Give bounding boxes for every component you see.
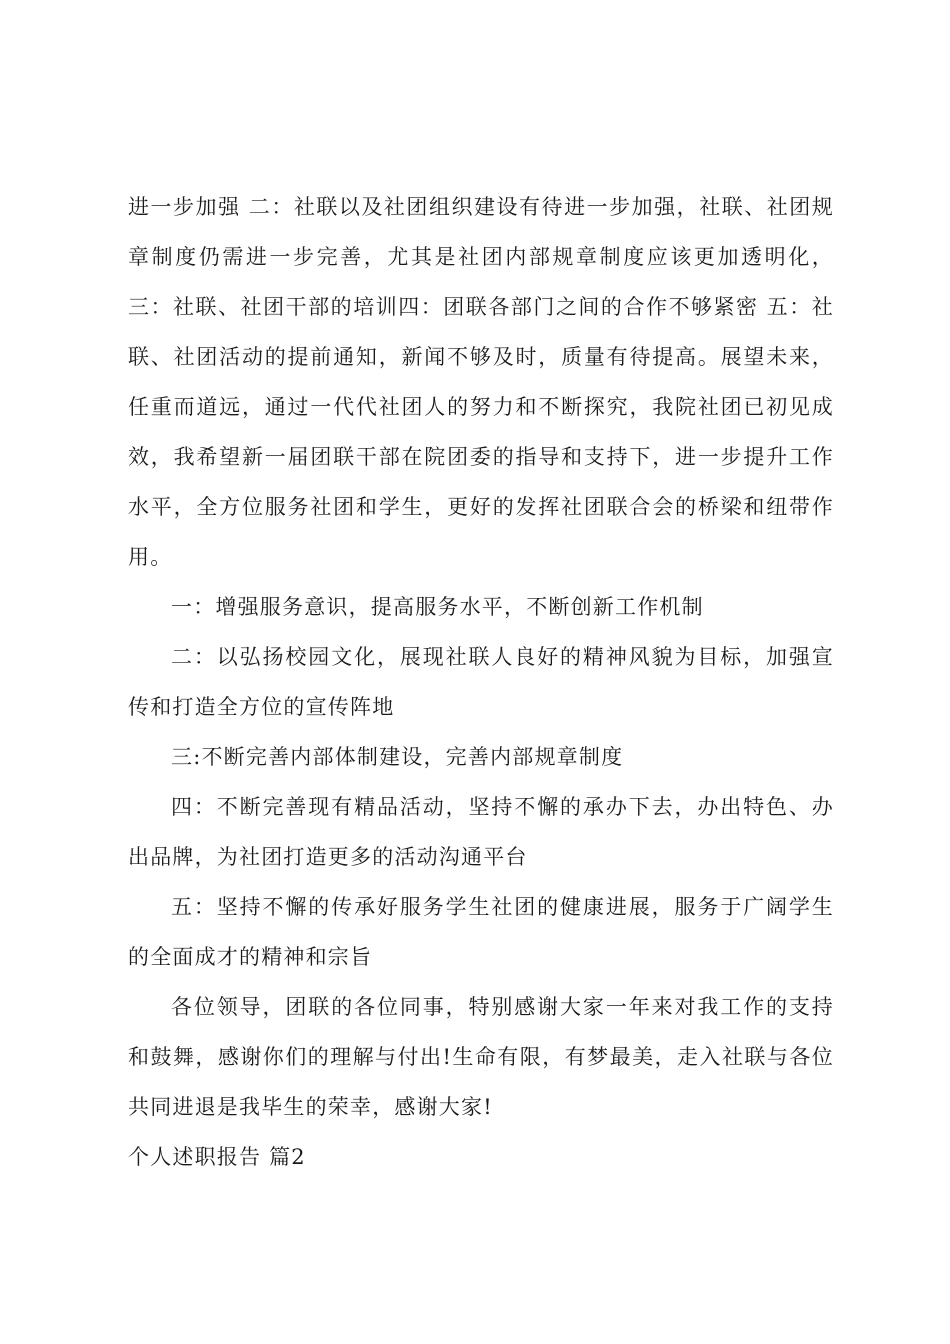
paragraph-plan-5: 五：坚持不懈的传承好服务学生社团的健康进展，服务于广阔学生的全面成才的精神和宗旨 bbox=[128, 895, 834, 969]
paragraph-plan-4: 四：不断完善现有精品活动，坚持不懈的承办下去，办出特色、办出品牌，为社团打造更多的活动沟通平台 bbox=[128, 795, 834, 869]
paragraph-plan-1: 一：增强服务意识，提高服务水平，不断创新工作机制 bbox=[171, 595, 704, 619]
paragraph-plan-3: 三:不断完善内部体制建设，完善内部规章制度 bbox=[171, 745, 624, 769]
paragraph-plan-2: 二：以弘扬校园文化，展现社联人良好的精神风貌为目标，加强宣传和打造全方位的宣传阵地 bbox=[128, 645, 834, 719]
paragraph-summary: 进一步加强 二：社联以及社团组织建设有待进一步加强，社联、社团规章制度仍需进一步完善，尤其是社团内部规章制度应该更加透明化，三：社联、社团干部的培训四：团联各部门之间的合作不够紧密 五：社联、社团活动的提前通知，新闻不够及时，质量有待提高。展望未来，任重而道远，通过一代代社团人的努力和不断探究，我院社团已初见成效，我希望新一届团联干部在院团委的指导和支持下，进一步提升工作水平，全方位服务社团和学生，更好的发挥社团联合会的桥梁和纽带作用。 bbox=[128, 195, 834, 569]
section-heading: 个人述职报告 篇2 bbox=[128, 1145, 306, 1169]
paragraph-thanks: 各位领导，团联的各位同事，特别感谢大家一年来对我工作的支持和鼓舞，感谢你们的理解与付出!生命有限，有梦最美，走入社联与各位共同进退是我毕生的荣幸，感谢大家! bbox=[128, 995, 834, 1119]
document-body bbox=[128, 182, 834, 1182]
